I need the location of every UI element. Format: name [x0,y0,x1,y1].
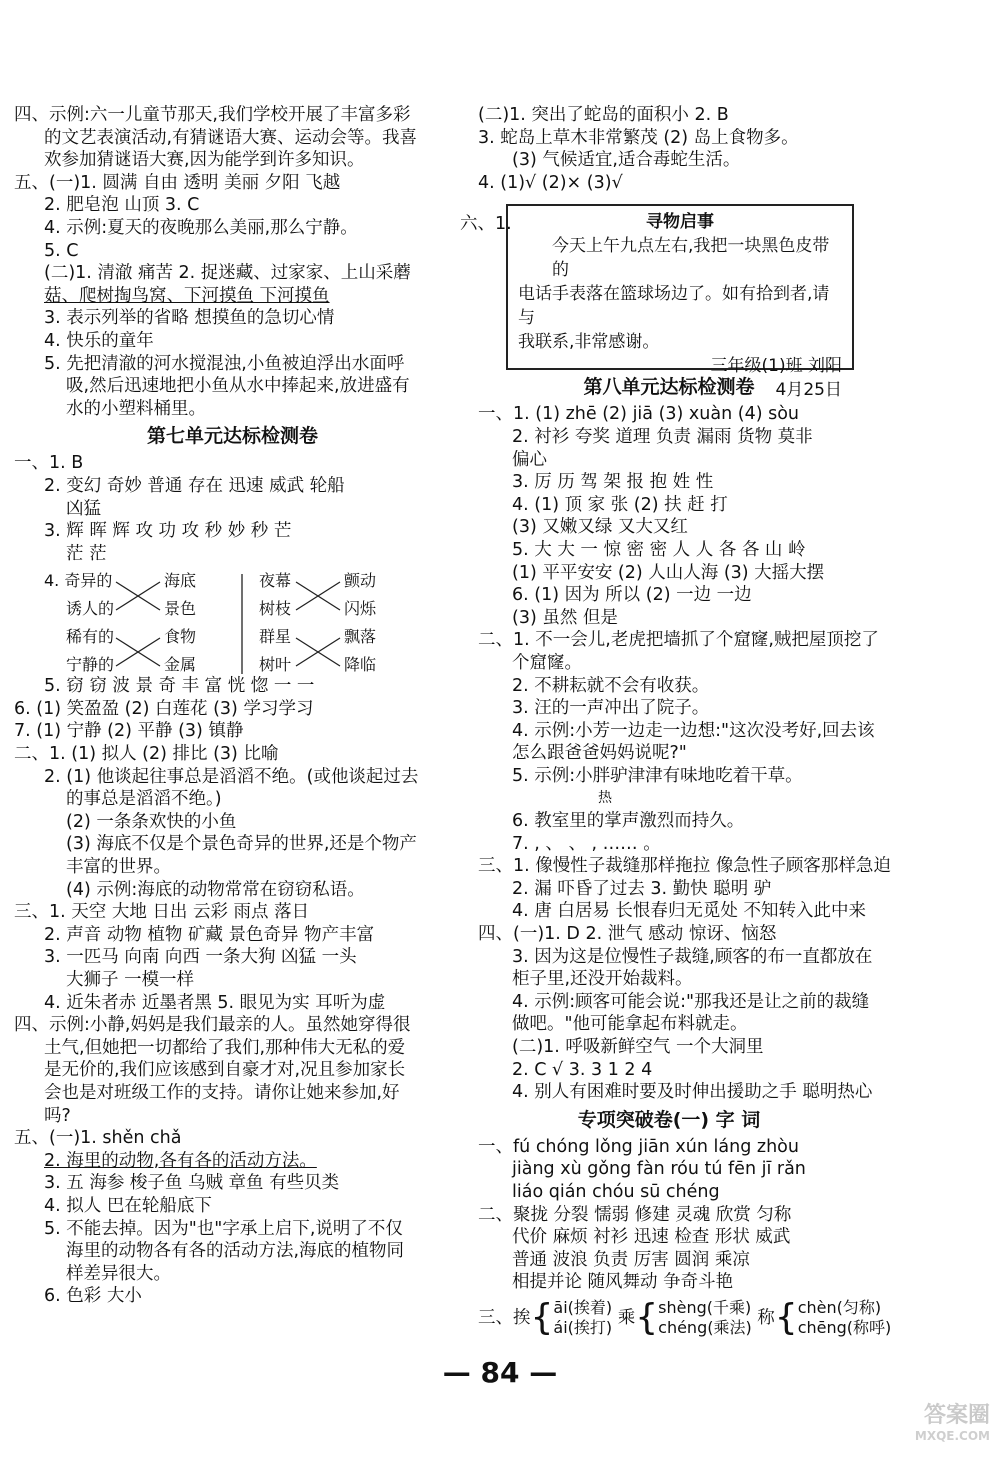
match-mid-4: 金属 [164,655,197,674]
text-line: 3. 汪的一声冲出了院子。 [512,698,710,719]
text-line: 6. 教室里的掌声激烈而持久。 [512,811,745,832]
notice-body: 今天上午九点左右,我把一块黑色皮带的 [552,236,830,280]
text-line: 6. 色彩 大小 [44,1286,142,1307]
polyphone-stack [553,1298,612,1338]
text-line: 的文艺表演活动,有猜谜语大赛、运动会等。我喜 [44,127,418,148]
text-line: 5. 窃 窃 波 景 奇 丰 富 恍 惚 一 一 [44,676,315,697]
polyphone-char: 称 [757,1307,775,1328]
text-line: 4. 拟人 巴在轮船底下 [44,1195,212,1216]
text-line: 相提并论 随风舞动 争奇斗艳 [512,1272,734,1293]
text-line: 普通 波浪 负责 厉害 圆润 乘凉 [512,1249,750,1270]
text-line: 三、1. 天空 大地 日出 云彩 雨点 落日 [14,902,310,923]
text-line: 吸,然后迅速地把小鱼从水中捧起来,放进盛有 [66,376,410,397]
text-line: (3) 虽然 但是 [512,607,618,628]
text-line: 4. 示例:小芳一边走一边想:"这次没考好,回去该 [512,720,875,741]
text-line: 是无价的,我们应该感到自豪才对,况且参加家长 [44,1060,406,1081]
text-line: (1) 平平安安 (2) 人山人海 (3) 大摇大摆 [512,562,825,583]
polyphone-stack [798,1298,892,1338]
brace-icon: { [774,1296,798,1338]
correction-mark: 热 [598,790,612,807]
text-line: 2. 不耕耘就不会有收获。 [512,675,710,696]
text-line: 土气,但她把一切都给了我们,那种伟大无私的爱 [44,1037,406,1058]
match-far-3: 飘落 [344,627,377,646]
text-line: 6. (1) 笑盈盈 (2) 白莲花 (3) 学习学习 [14,698,314,719]
match-left-1: 4. 奇异的 [44,571,113,590]
match-mid-3: 食物 [164,627,197,646]
text-line: 一、1. B [14,453,84,474]
text-line: (3) 海底不仅是个景色奇异的世界,还是个物产 [66,834,417,855]
text-line: 7. , 、 、 , …… 。 [512,833,661,854]
text-line: 的事总是滔滔不绝。) [66,789,222,810]
match-right-1: 夜幕 [259,571,292,590]
text-line: 2. 海里的动物,各有各的活动方法。 [44,1150,317,1171]
match-right-2: 树枝 [259,599,292,618]
match-far-2: 闪烁 [344,599,377,618]
matching-diagram [14,570,444,680]
brace-icon: { [635,1296,659,1338]
text-line: liáo qián chóu sū chéng [512,1181,720,1202]
question-label: 六、1. [460,214,512,234]
watermark-text: 答案圈 [923,1403,990,1428]
text-line: 2. 变幻 奇妙 普通 存在 迅速 威武 轮船 [44,475,345,496]
text-line: 3. 辉 晖 辉 攻 功 攻 秒 妙 秒 芒 [44,521,292,542]
notice-date: 4月25日 [775,380,842,400]
match-mid-1: 海底 [164,571,197,590]
text-line: 4. 示例:顾客可能会说:"那我还是让之前的裁缝 [512,991,870,1012]
match-right-4: 树叶 [259,655,292,674]
text-line: 3. 五 海参 梭子鱼 乌贼 章鱼 有些贝类 [44,1173,340,1194]
match-far-4: 降临 [344,655,377,674]
match-left-3: 稀有的 [66,627,115,646]
notice-body: 电话手表落在篮球场边了。如有拾到者,请与 [518,284,830,328]
section-title: 专项突破卷(一) 字 词 [577,1108,761,1131]
text-line: (二)1. 呼吸新鲜空气 一个大洞里 [512,1037,764,1057]
text-line: (二)1. 突出了蛇岛的面积小 2. B [478,105,729,125]
text-line: 吗? [44,1105,71,1126]
text-line: (二)1. 清澈 痛苦 2. 捉迷藏、过家家、上山采蘑 [44,263,411,284]
text-line: 会也是对班级工作的支持。请你让她来参加,好 [44,1082,400,1103]
text-line: 海里的动物各有各的活动方法,海底的植物同 [66,1241,405,1262]
text-line: 2. 衬衫 夸奖 道理 负责 漏雨 货物 莫非 [512,426,813,447]
text-line: 柜子里,还没开始裁料。 [512,969,693,990]
text-line: (4) 示例:海底的动物常常在窃窃私语。 [66,879,365,900]
text-line: 3. 因为这是位慢性子裁缝,顾客的布一直都放在 [512,946,873,967]
match-left-4: 宁静的 [66,655,115,674]
text-line: 水的小塑料桶里。 [66,398,206,419]
section-title: 第八单元达标检测卷 [583,376,755,399]
text-line: 4. 近朱者赤 近墨者黑 5. 眼见为实 耳听为虚 [44,992,386,1013]
text-line: 丰富的世界。 [66,857,171,878]
text-line: 样差异很大。 [66,1263,171,1284]
text-line: 茫 茫 [66,543,107,564]
text-line: 代价 麻烦 衬衫 迅速 检查 形状 威武 [512,1227,791,1248]
text-line: 个窟窿。 [512,652,582,673]
text-line: 2. 漏 吓昏了过去 3. 勤快 聪明 驴 [512,878,772,899]
reading-2: chéng(乘法) [658,1317,752,1337]
polyphone-row [478,1296,892,1338]
polyphone-stack [658,1298,752,1338]
text-line: 四、(一)1. D 2. 泄气 感动 惊讶、恼怒 [478,924,777,945]
text-line: 二、1. (1) 拟人 (2) 排比 (3) 比喻 [14,744,279,765]
text-line: 5. 先把清澈的河水搅混浊,小鱼被迫浮出水面呼 [44,353,405,374]
text-line: 3. 蛇岛上草木非常繁茂 (2) 岛上食物多。 [478,127,799,148]
reading-2: chēng(称呼) [797,1317,892,1337]
text-line: (3) 又嫩又绿 又大又红 [512,517,688,538]
text-line: 3. 表示列举的省略 想摸鱼的急切心情 [44,308,335,329]
text-line: 五、(一)1. 圆满 自由 透明 美丽 夕阳 飞越 [14,172,341,193]
text-line: 7. (1) 宁静 (2) 平静 (3) 镇静 [14,721,244,742]
text-line: 5. C [44,240,79,261]
brace-icon: { [530,1296,554,1338]
text-line: 偏心 [512,449,547,470]
reading-1: āi(挨着) [553,1297,613,1317]
text-line: 4. (1) 顶 家 张 (2) 扶 赶 打 [512,494,728,515]
reading-1: chèn(匀称) [797,1297,882,1317]
text-line: 2. C √ 3. 3 1 2 4 [512,1059,653,1080]
text-line: 4. 快乐的童年 [44,330,154,351]
text-line: 2. (1) 他谈起往事总是滔滔不绝。(或他谈起过去 [44,766,419,787]
text-line: 5. 不能去掉。因为"也"字承上启下,说明了不仅 [44,1218,403,1239]
notice-body: 我联系,非常感谢。 [518,332,660,352]
text-line: 一、1. (1) zhē (2) jiā (3) xuàn (4) sòu [478,404,800,425]
text-line: 2. 声音 动物 植物 矿藏 景色奇异 物产丰富 [44,924,375,945]
notice-signature: 三年级(1)班 刘阳 [710,356,842,376]
polyphone-char: 乘 [617,1307,636,1328]
text-line: 4. (1)√ (2)× (3)√ [478,172,623,193]
text-line: 四、示例:六一儿童节那天,我们学校开展了丰富多彩 [14,105,411,125]
watermark-logo [810,1398,990,1454]
match-mid-2: 景色 [164,599,197,618]
reading-2: ái(挨打) [553,1317,613,1337]
text-line: jiàng xù gǒng fàn róu tú fēn jī rǎn [512,1159,806,1180]
text-line: 大狮子 一模一样 [66,970,195,990]
text-line: 怎么跟爸爸妈妈说呢?" [512,743,687,764]
reading-1: shèng(千乘) [658,1297,752,1317]
text-line: (2) 一条条欢快的小鱼 [66,811,237,832]
text-line: 凶猛 [66,498,101,519]
text-line: 4. 别人有困难时要及时伸出援助之手 聪明热心 [512,1082,873,1103]
text-line: 二、聚拢 分裂 懦弱 修建 灵魂 欣赏 匀称 [478,1204,792,1225]
section-title: 第七单元达标检测卷 [146,425,318,448]
text-line: 4. 唐 白居易 长恨春归无觅处 不知转入此中来 [512,901,866,922]
text-line: 2. 肥皂泡 山顶 3. C [44,195,200,216]
watermark-url: MXQE.COM [914,1429,990,1443]
text-line: 四、示例:小静,妈妈是我们最亲的人。虽然她穿得很 [14,1015,411,1036]
text-line: 5. 示例:小胖驴津津有味地吃着干草。 [512,765,803,786]
text-line: 五、(一)1. shěn chǎ [14,1128,182,1149]
notice-title: 寻物启事 [646,212,714,232]
text-line: (3) 气候适宜,适合毒蛇生活。 [512,150,741,171]
match-left-2: 诱人的 [66,599,115,618]
polyphone-label: 三、挨 [478,1307,531,1328]
match-far-1: 颤动 [344,571,377,590]
text-line: 5. 大 大 一 惊 密 密 人 人 各 各 山 岭 [512,539,806,560]
text-line: 4. 示例:夏天的夜晚那么美丽,那么宁静。 [44,217,358,238]
text-line: 3. 厉 历 驾 架 报 抱 姓 性 [512,472,714,493]
text-line: 三、1. 像慢性子裁缝那样拖拉 像急性子顾客那样急迫 [478,856,891,877]
text-line: 菇、爬树掏鸟窝、下河摸鱼 下河摸鱼 [44,285,330,306]
match-right-3: 群星 [259,627,292,646]
text-line: 二、1. 不一会儿,老虎把墙抓了个窟窿,贼把屋顶挖了 [478,630,879,651]
text-line: 3. 一匹马 向南 向西 一条大狗 凶猛 一头 [44,947,357,968]
left-column [14,104,451,1308]
text-line: 6. (1) 因为 所以 (2) 一边 一边 [512,585,752,606]
text-line: 一、fú chóng lǒng jiān xún láng zhòu [478,1136,799,1157]
text-line: 做吧。"他可能拿起布料就走。 [512,1014,748,1035]
text-line: 欢参加猜谜语大赛,因为能学到许多知识。 [44,150,365,171]
page-number: — 84 — [442,1356,558,1389]
